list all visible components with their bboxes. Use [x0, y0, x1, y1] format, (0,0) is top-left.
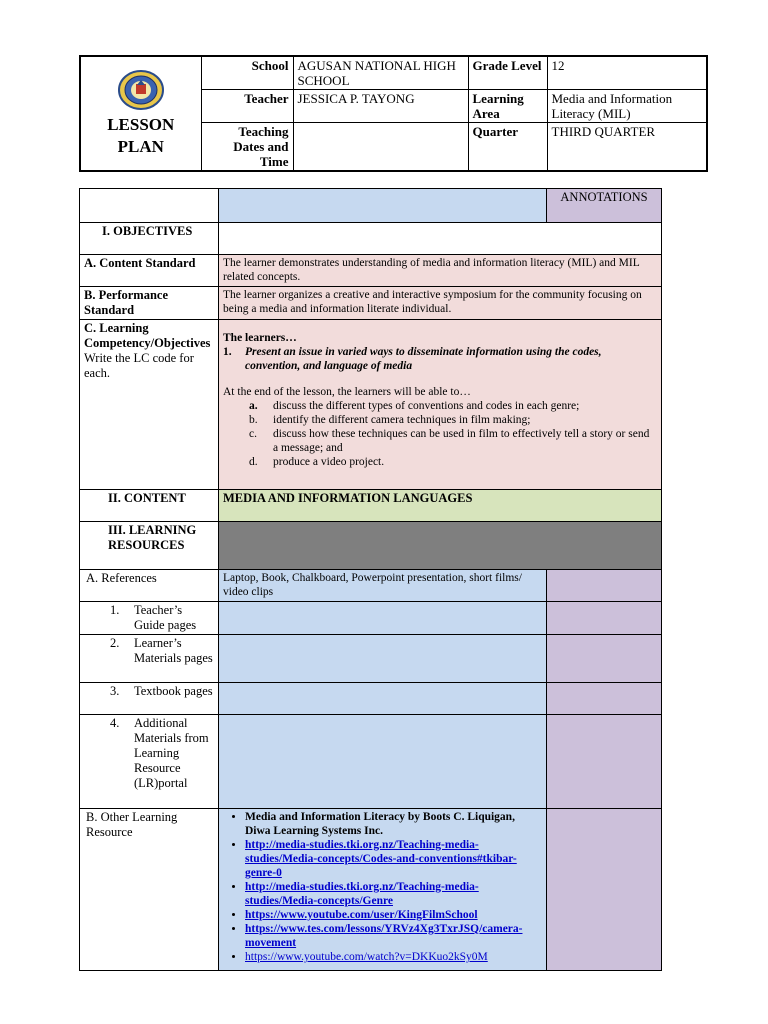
- content-label: II. CONTENT: [80, 490, 219, 522]
- competency-item: [223, 345, 657, 373]
- resources-label: III. LEARNING RESOURCES: [80, 522, 219, 570]
- objective-item: [223, 427, 657, 455]
- competency-label: C. Learning Competency/Objectives: [84, 321, 211, 350]
- learners-intro: The learners…: [223, 332, 297, 344]
- list-item: [245, 838, 542, 880]
- other-resources-row: [80, 809, 662, 971]
- learning-area-label: Learning Area: [468, 90, 547, 123]
- resource-link[interactable]: http://media-studies.tki.org.nz/Teaching-media-studies/Media-concepts/Codes-and-conventions#tkibar-genre-0: [245, 839, 517, 879]
- blank-header-cell: [80, 189, 219, 223]
- sub-ref-marker: 3.: [110, 684, 120, 698]
- resource-link[interactable]: https://www.tes.com/lessons/YRVz4Xg3TxrJSQ/camera-movement: [245, 923, 523, 949]
- list-item: [245, 908, 542, 922]
- objective-marker: a.: [249, 400, 258, 412]
- teacher-value: JESSICA P. TAYONG: [293, 90, 468, 123]
- sub-ref-label-cell: [80, 635, 219, 683]
- other-resources-list: [223, 810, 542, 964]
- learning-area-value: Media and Information Literacy (MIL): [547, 90, 707, 123]
- content-row: [80, 490, 662, 522]
- content-standard-text: The learner demonstrates understanding of media and information literacy (MIL) and MIL related concepts.: [219, 255, 662, 287]
- sub-ref-marker: 1.: [110, 603, 120, 617]
- sub-ref-row: [80, 683, 662, 715]
- objective-text: produce a video project.: [273, 456, 385, 468]
- table-header-row: [80, 189, 662, 223]
- other-resources-list-cell: [219, 809, 547, 971]
- objectives-blank: [219, 223, 662, 255]
- sub-ref-row: [80, 602, 662, 635]
- objective-text: discuss the different types of conventions and codes in each genre;: [273, 400, 580, 412]
- objective-marker: c.: [249, 428, 257, 440]
- objective-item: [223, 455, 657, 469]
- sub-ref-label: Teacher’s Guide pages: [134, 603, 197, 632]
- resources-gray-cell: [219, 522, 662, 570]
- annotations-header: ANNOTATIONS: [547, 189, 662, 223]
- content-text: MEDIA AND INFORMATION LANGUAGES: [219, 490, 662, 522]
- performance-standard-label: B. Performance Standard: [80, 287, 219, 320]
- school-value: AGUSAN NATIONAL HIGH SCHOOL: [293, 56, 468, 90]
- competency-item-marker: 1.: [223, 346, 232, 358]
- sub-ref-value: [219, 715, 547, 809]
- references-label: A. References: [80, 570, 219, 602]
- lesson-title-line1: LESSON: [107, 115, 175, 134]
- objective-text: identify the different camera techniques in film making;: [273, 414, 531, 426]
- content-standard-label: A. Content Standard: [80, 255, 219, 287]
- competency-row: [80, 320, 662, 490]
- header-table: [79, 55, 708, 172]
- competency-item-text: Present an issue in varied ways to disseminate information using the codes, convention, and language of media: [245, 346, 602, 372]
- sub-ref-label-cell: [80, 715, 219, 809]
- objective-item: [223, 399, 657, 413]
- list-item: • Media and Information Literacy by Boots C. Liquigan, Diwa Learning Systems Inc.: [245, 810, 542, 838]
- sub-ref-annotation: [547, 602, 662, 635]
- objective-text: discuss how these techniques can be used in film to effectively tell a story or send a message; and: [273, 428, 650, 454]
- grade-level-label: Grade Level: [468, 56, 547, 90]
- objective-marker: d.: [249, 456, 258, 468]
- resource-link[interactable]: https://www.youtube.com/watch?v=DKKuo2kSy0M: [245, 951, 488, 963]
- sub-ref-value: [219, 602, 547, 635]
- teaching-dates-value: [293, 123, 468, 172]
- sub-ref-annotation: [547, 635, 662, 683]
- resource-link[interactable]: http://media-studies.tki.org.nz/Teaching-media-studies/Media-concepts/Genre: [245, 881, 479, 907]
- sub-ref-marker: 2.: [110, 636, 120, 650]
- list-item: [245, 880, 542, 908]
- sub-ref-label: Additional Materials from Learning Resource (LR)portal: [134, 716, 209, 790]
- competency-note: Write the LC code for each.: [84, 351, 194, 380]
- performance-standard-row: [80, 287, 662, 320]
- objectives-label: I. OBJECTIVES: [80, 223, 219, 255]
- sub-ref-label-cell: [80, 602, 219, 635]
- competency-label-cell: [80, 320, 219, 490]
- lesson-plan-table: [79, 188, 662, 971]
- quarter-label: Quarter: [468, 123, 547, 172]
- resource-link[interactable]: https://www.youtube.com/user/KingFilmSchool: [245, 909, 478, 921]
- list-item: [245, 950, 542, 964]
- objective-marker: b.: [249, 414, 258, 426]
- sub-ref-value: [219, 635, 547, 683]
- sub-ref-row: [80, 715, 662, 809]
- sub-ref-row: [80, 635, 662, 683]
- references-text: Laptop, Book, Chalkboard, Powerpoint presentation, short films/ video clips: [219, 570, 547, 602]
- teacher-label: Teacher: [201, 90, 293, 123]
- sub-ref-marker: 4.: [110, 716, 120, 730]
- content-standard-row: [80, 255, 662, 287]
- sub-ref-annotation: [547, 715, 662, 809]
- references-row: [80, 570, 662, 602]
- sub-ref-annotation: [547, 683, 662, 715]
- objective-item: [223, 413, 657, 427]
- list-item: [245, 922, 542, 950]
- logo-cell: [80, 56, 201, 171]
- quarter-value: THIRD QUARTER: [547, 123, 707, 172]
- end-lesson-intro: At the end of the lesson, the learners will be able to…: [223, 386, 471, 398]
- blank-header-blue-cell: [219, 189, 547, 223]
- grade-level-value: 12: [547, 56, 707, 90]
- competency-content: [219, 320, 662, 490]
- other-resources-label: B. Other Learning Resource: [80, 809, 219, 971]
- sub-ref-value: [219, 683, 547, 715]
- lesson-title-line2: PLAN: [117, 137, 164, 156]
- other-resources-annotation: [547, 809, 662, 971]
- objectives-row: [80, 223, 662, 255]
- resources-row: [80, 522, 662, 570]
- teaching-dates-label: Teaching Dates and Time: [201, 123, 293, 172]
- sub-ref-label: Textbook pages: [134, 684, 213, 698]
- sub-ref-label: Learner’s Materials pages: [134, 636, 213, 665]
- school-label: School: [201, 56, 293, 90]
- sub-ref-label-cell: [80, 683, 219, 715]
- school-seal-icon: [118, 70, 164, 110]
- performance-standard-text: The learner organizes a creative and interactive symposium for the community focusing on being a media and information literate individual.: [219, 287, 662, 320]
- references-annotation: [547, 570, 662, 602]
